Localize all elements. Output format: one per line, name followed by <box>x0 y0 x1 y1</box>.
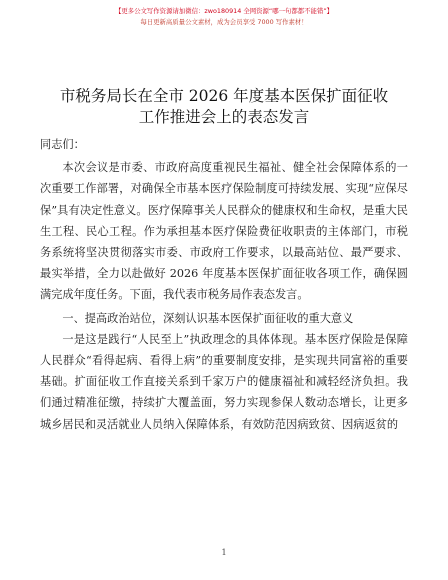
page-number: 1 <box>221 548 227 557</box>
promo-banner-line1: 【更多公文写作资源请加微信：zwo180914 全网资源“哪一句都都不能错”】 <box>114 7 334 15</box>
document-title <box>0 86 448 128</box>
document-title-line2: 工作推进会上的表态发言 <box>138 108 310 126</box>
paragraph-point-1: 一是这是践行“人民至上”执政理念的具体体现。基本医疗保险是保障人民群众“看得起病、看得上病”的重要制度安排，是实现共同富裕的重要基础。扩面征收工作直接关系到千家万户的健康福祉和减轻经济负担。我们通过精准征缴，持续扩大覆盖面，努力实现参保人数动态增长，让更多城乡居民和灵活就业人员纳入保障体系，有效防范因病致贫、因病返贫的 <box>40 332 408 431</box>
paragraph-intro: 本次会议是市委、市政府高度重视民生福祉、健全社会保障体系的一次重要工作部署，对确保全市基本医疗保险制度可持续发展、实现“应保尽保”具有决定性意义。医疗保障事关人民群众的健康权和生命权，是重大民生工程、民心工程。作为承担基本医疗保险费征收职责的主体部门，市税务系统将坚决贯彻落实市委、市政府工作要求，以最高站位、最严要求、最实举措，全力以赴做好 2026 年度基本医保扩面征收各项工作，确保圆满完成年度任务。下面，我代表市税务局作表态发言。 <box>40 161 408 302</box>
document-body <box>40 134 408 435</box>
document-title-line1: 市税务局长在全市 2026 年度基本医保扩面征收 <box>59 87 389 105</box>
section-heading-1: 一、提高政治站位，深刻认识基本医保扩面征收的重大意义 <box>62 311 354 325</box>
promo-banner <box>0 6 448 28</box>
promo-banner-line2: 每日更新高质量公文素材，成为会员享受 7000 写作素材！ <box>140 18 308 26</box>
greeting: 同志们： <box>40 138 85 151</box>
